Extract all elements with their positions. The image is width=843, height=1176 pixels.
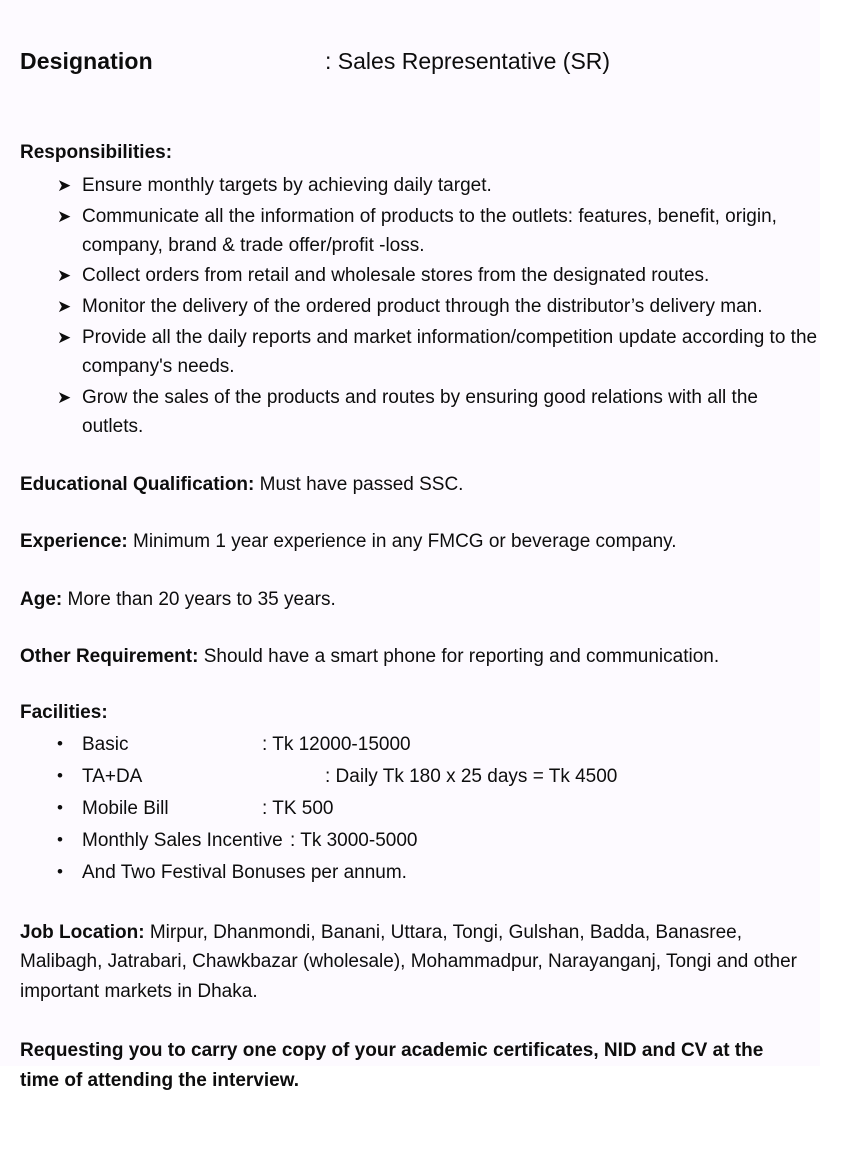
arrow-bullet-icon: ➤ <box>57 175 72 195</box>
arrow-bullet-icon: ➤ <box>57 206 72 226</box>
experience-value: Minimum 1 year experience in any FMCG or beverage company. <box>127 531 677 553</box>
list-item <box>20 262 823 291</box>
list-item <box>20 731 823 760</box>
facility-value: : Tk 12000-15000 <box>262 734 411 756</box>
age-label: Age: <box>20 588 63 610</box>
educational-qualification-value: Must have passed SSC. <box>254 473 464 495</box>
facility-name: Monthly Sales Incentive <box>82 829 283 851</box>
facility-name: Basic <box>82 734 129 756</box>
designation-label: Designation <box>20 48 153 74</box>
facility-value: : Tk 3000-5000 <box>290 829 418 851</box>
dot-bullet-icon: • <box>57 829 63 849</box>
educational-qualification-label: Educational Qualification: <box>20 473 255 495</box>
educational-qualification-paragraph <box>20 470 810 499</box>
facility-name: And Two Festival Bonuses per annum. <box>82 861 407 883</box>
arrow-bullet-icon: ➤ <box>57 387 72 407</box>
list-item <box>20 763 823 792</box>
experience-paragraph <box>20 527 810 556</box>
facilities-list <box>20 731 823 887</box>
arrow-bullet-icon: ➤ <box>57 266 72 286</box>
list-item <box>20 203 823 261</box>
job-location-label: Job Location: <box>20 921 145 943</box>
closing-note: Requesting you to carry one copy of your academic certificates, NID and CV at the time of attending the interview. <box>20 1040 764 1091</box>
other-requirement-label: Other Requirement: <box>20 645 199 667</box>
facility-name: Mobile Bill <box>82 798 169 820</box>
list-item <box>20 827 823 856</box>
job-location-paragraph <box>20 918 810 1007</box>
facility-value: : Daily Tk 180 x 25 days = Tk 4500 <box>325 766 618 788</box>
designation-row <box>20 0 823 77</box>
other-requirement-value: Should have a smart phone for reporting and communication. <box>198 645 720 667</box>
age-value: More than 20 years to 35 years. <box>62 588 336 610</box>
list-item <box>20 172 823 201</box>
dot-bullet-icon: • <box>57 766 63 786</box>
other-requirement-paragraph <box>20 642 810 671</box>
list-item <box>20 859 823 888</box>
arrow-bullet-icon: ➤ <box>57 297 72 317</box>
list-item-text: Grow the sales of the products and routes by ensuring good relations with all the outlets. <box>82 386 758 437</box>
experience-label: Experience: <box>20 531 128 553</box>
dot-bullet-icon: • <box>57 798 63 818</box>
job-location-value: Mirpur, Dhanmondi, Banani, Uttara, Tongi, Gulshan, Badda, Banasree, Malibagh, Jatrabari, Chawkbazar (wholesale), Mohammadpur, Narayanganj, Tongi and other important markets in Dhaka. <box>20 921 797 1003</box>
list-item <box>20 324 823 382</box>
list-item-text: Ensure monthly targets by achieving daily target. <box>82 174 492 196</box>
list-item-text: Monitor the delivery of the ordered product through the distributor’s delivery man. <box>82 296 763 318</box>
facilities-heading: Facilities: <box>20 702 108 724</box>
list-item-text: Provide all the daily reports and market information/competition update according to the company's needs. <box>82 327 818 378</box>
facility-value: : TK 500 <box>262 798 334 820</box>
responsibilities-list <box>20 172 823 442</box>
list-item <box>20 293 823 322</box>
list-item-text: Collect orders from retail and wholesale stores from the designated routes. <box>82 265 710 287</box>
designation-value: : Sales Representative (SR) <box>325 48 611 74</box>
list-item <box>20 795 823 824</box>
list-item <box>20 384 823 442</box>
dot-bullet-icon: • <box>57 734 63 754</box>
facility-name: TA+DA <box>82 766 143 788</box>
dot-bullet-icon: • <box>57 861 63 881</box>
list-item-text: Communicate all the information of products to the outlets: features, benefit, origin, company, brand & trade offer/profit -loss. <box>82 205 777 256</box>
age-paragraph <box>20 585 810 614</box>
arrow-bullet-icon: ➤ <box>57 328 72 348</box>
responsibilities-heading: Responsibilities: <box>20 141 173 163</box>
